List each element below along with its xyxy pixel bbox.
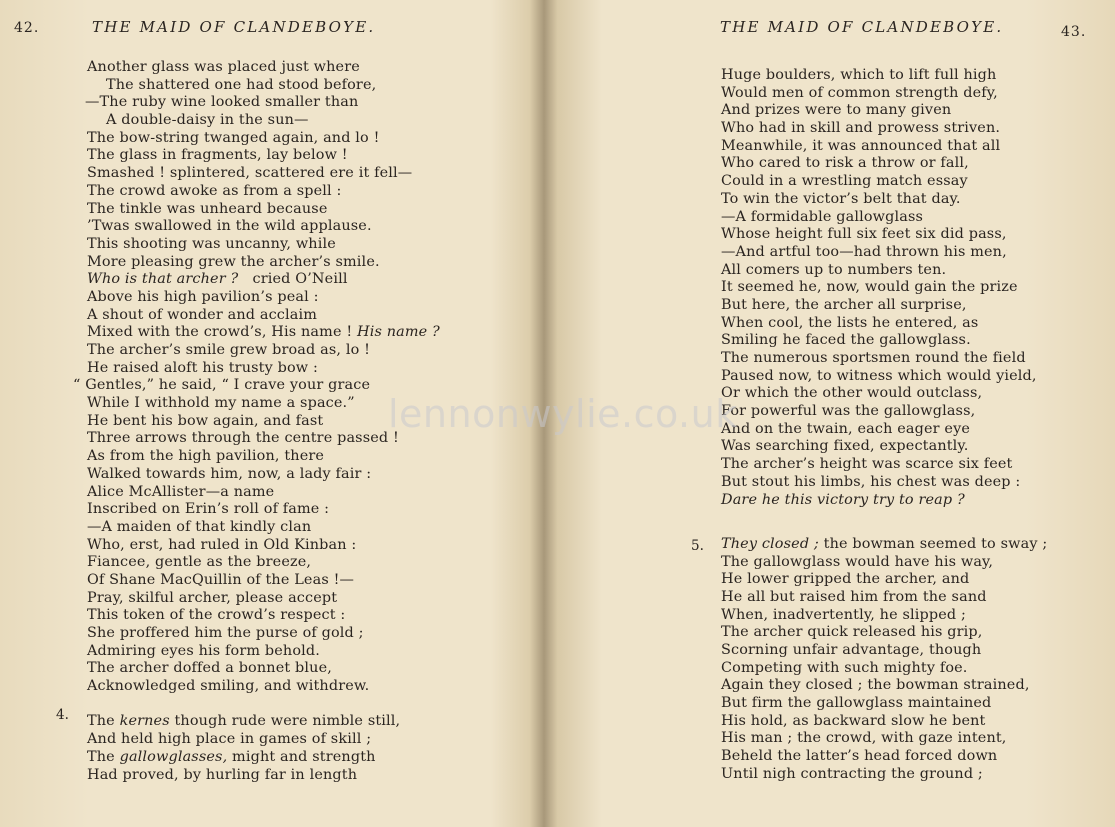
verse-line: The shattered one had stood before, [106, 76, 377, 93]
verse-line: —A formidable gallowglass [721, 208, 924, 225]
verse-line: To win the victor’s belt that day. [721, 190, 961, 207]
verse-line: Pray, skilful archer, please accept [87, 589, 338, 606]
verse-line: His man ; the crowd, with gaze intent, [721, 730, 1007, 747]
verse-line: And on the twain, each eager eye [721, 420, 971, 437]
stanza-number: 5. [691, 538, 704, 554]
verse-line: —The ruby wine looked smaller than [85, 94, 359, 111]
verse-line: Who cared to risk a throw or fall, [721, 155, 969, 172]
verse-line [721, 536, 1047, 554]
verse-line: Smiling he faced the gallowglass. [721, 332, 971, 349]
verse-line: When cool, the lists he entered, as [721, 314, 979, 331]
verse-line: The bow-string twanged again, and lo ! [87, 129, 380, 146]
verse-line: Of Shane MacQuillin of the Leas !— [87, 571, 355, 588]
verse-fragment: the bowman seemed to sway ; [823, 535, 1048, 552]
verse-line: Admiring eyes his form behold. [87, 642, 320, 659]
verse-line: This shooting was uncanny, while [87, 235, 336, 252]
italic-phrase: His name ? [357, 324, 440, 341]
verse-line: Fiancee, gentle as the breeze, [87, 554, 312, 571]
verse-line: The numerous sportsmen round the field [721, 350, 1026, 366]
verse-line: Who, erst, had ruled in Old Kinban : [87, 536, 357, 553]
verse-line: Smashed ! splintered, scattered ere it fell— [87, 165, 413, 182]
verse-line: The archer doffed a bonnet blue, [87, 660, 332, 677]
verse-line: Paused now, to witness which would yield, [721, 367, 1037, 384]
verse-fragment: The [87, 748, 115, 765]
verse-line: Huge boulders, which to lift full high [721, 67, 997, 83]
verse-line: When, inadvertently, he slipped ; [721, 606, 966, 623]
page-number: 42. [14, 20, 40, 36]
verse-line: ’Twas swallowed in the wild applause. [87, 218, 372, 235]
verse-line: Another glass was placed just where [87, 59, 360, 75]
verse-line: But firm the gallowglass maintained [721, 695, 992, 712]
running-title: THE MAID OF CLANDEBOYE. [92, 18, 376, 36]
verse-line: More pleasing grew the archer’s smile. [87, 253, 380, 270]
verse-line: He raised aloft his trusty bow : [87, 359, 318, 376]
verse-line: Alice McAllister—a name [87, 483, 275, 500]
running-title: THE MAID OF CLANDEBOYE. [720, 18, 1004, 36]
stanza-gap [721, 509, 1047, 527]
verse-line: Was searching fixed, expectantly. [721, 438, 969, 455]
verse-line: And held high place in games of skill ; [87, 731, 372, 748]
poem-text [73, 59, 440, 784]
verse-line: Three arrows through the centre passed ! [87, 430, 399, 447]
stanza-number: 4. [56, 707, 69, 723]
italic-phrase: kernes [119, 713, 170, 730]
verse-line: A double-daisy in the sun— [106, 112, 309, 129]
verse-line: This token of the crowd’s respect : [87, 607, 346, 624]
verse-line: Inscribed on Erin’s roll of fame : [87, 501, 330, 518]
verse-line: Or which the other would outclass, [721, 385, 983, 402]
verse-fragment: though rude were nimble still, [174, 713, 401, 730]
verse-line: Beheld the latter’s head forced down [721, 748, 998, 765]
verse-line: All comers up to numbers ten. [721, 261, 947, 278]
verse-fragment: Mixed with the crowd’s, His name ! [87, 324, 353, 341]
italic-phrase: They closed ; [721, 535, 819, 552]
verse-line: But here, the archer all surprise, [721, 296, 967, 313]
verse-line: For powerful was the gallowglass, [721, 403, 976, 420]
verse-line: Would men of common strength defy, [721, 84, 998, 101]
italic-phrase: Who is that archer ? [87, 271, 239, 288]
page-number: 43. [1061, 24, 1087, 40]
verse-line: Until nigh contracting the ground ; [721, 765, 983, 782]
verse-line: Acknowledged smiling, and withdrew. [87, 678, 370, 695]
verse-fragment: cried O’Neill [252, 271, 348, 288]
verse-line: While I withhold my name a space.” [87, 395, 355, 412]
verse-line: Again they closed ; the bowman strained, [721, 677, 1030, 694]
verse-fragment: The [87, 713, 115, 730]
verse-line: She proffered him the purse of gold ; [87, 625, 364, 641]
verse-line: Competing with such mighty foe. [721, 659, 968, 676]
verse-line: Above his high pavilion’s peal : [87, 288, 319, 305]
verse-line: The gallowglass would have his way, [721, 553, 994, 570]
verse-line [87, 324, 440, 342]
verse-line: —And artful too—had thrown his men, [721, 243, 1007, 260]
verse-line: The crowd awoke as from a spell : [87, 182, 342, 199]
verse-line: Who had in skill and prowess striven. [721, 120, 1001, 137]
verse-line: He all but raised him from the sand [721, 588, 987, 605]
verse-line [87, 271, 440, 289]
verse-line: Whose height full six feet six did pass, [721, 226, 1007, 243]
verse-line: “ Gentles,” he said, “ I crave your grace [73, 377, 371, 394]
verse-line: —A maiden of that kindly clan [87, 518, 312, 535]
italic-phrase: gallowglasses, [119, 748, 228, 765]
watermark: lennonwylie.co.uk [388, 392, 738, 436]
verse-line: He lower gripped the archer, and [721, 571, 970, 588]
verse-line: A shout of wonder and acclaim [87, 306, 318, 323]
verse-line: The glass in fragments, lay below ! [87, 147, 348, 164]
verse-line [87, 749, 440, 767]
verse-line: Dare he this victory try to reap ? [721, 491, 965, 508]
verse-line: But stout his limbs, his chest was deep : [721, 473, 1021, 490]
verse-line: The archer’s smile grew broad as, lo ! [87, 342, 371, 358]
verse-line: As from the high pavilion, there [87, 448, 325, 465]
verse-line: It seemed he, now, would gain the prize [721, 279, 1018, 296]
poem-text [721, 67, 1047, 784]
verse-line [87, 713, 440, 731]
stanza-gap [87, 696, 440, 714]
verse-line: The archer quick released his grip, [721, 624, 983, 641]
verse-fragment: might and strength [232, 748, 376, 765]
verse-line: His hold, as backward slow he bent [721, 712, 986, 729]
verse-line: And prizes were to many given [721, 102, 952, 119]
verse-line: He bent his bow again, and fast [87, 412, 324, 429]
verse-line: The tinkle was unheard because [87, 200, 328, 217]
verse-line: Had proved, by hurling far in length [87, 766, 358, 783]
verse-line: Could in a wrestling match essay [721, 173, 968, 190]
verse-line: Meanwhile, it was announced that all [721, 137, 1001, 154]
verse-line: Walked towards him, now, a lady fair : [87, 465, 372, 482]
verse-line: Scorning unfair advantage, though [721, 642, 982, 658]
verse-line: The archer’s height was scarce six feet [721, 456, 1013, 473]
